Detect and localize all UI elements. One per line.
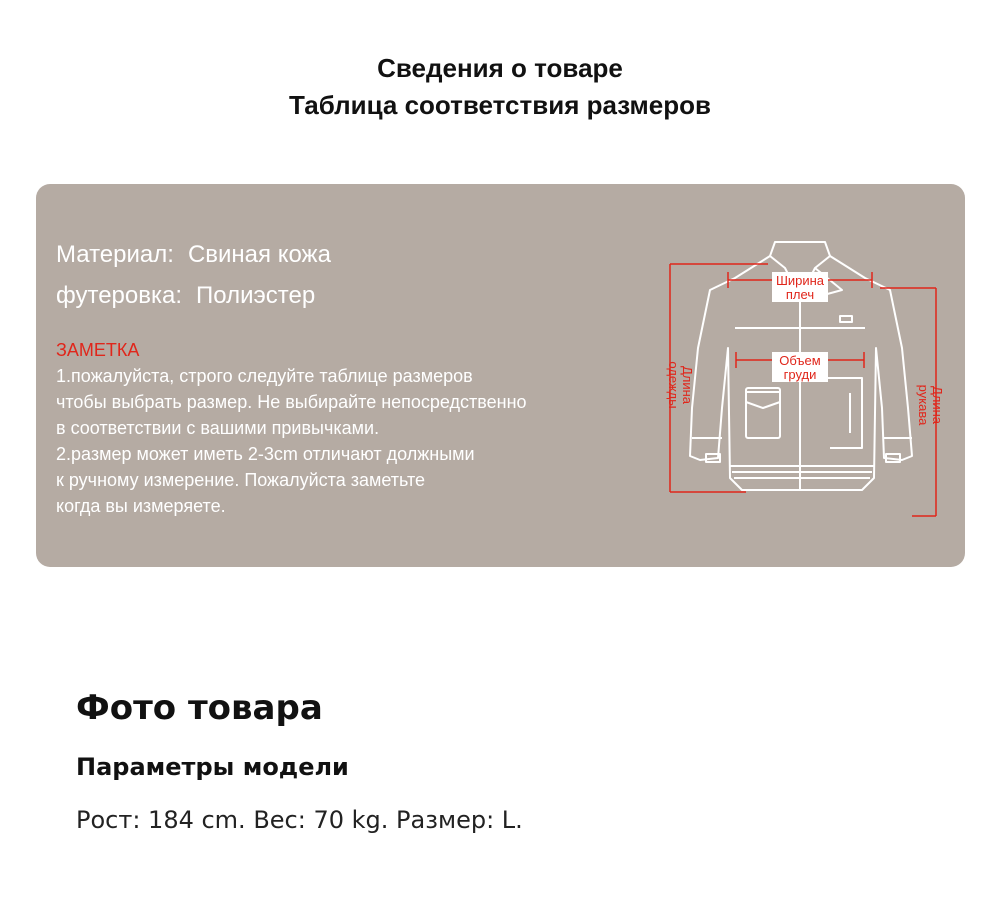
model-params-text: Рост: 184 cm. Вес: 70 kg. Размер: L. [76,806,523,834]
material-value: Свиная кожа [187,241,331,268]
header-title: Сведения о товаре [377,53,623,83]
photo-section-title: Фото товара [76,688,323,728]
note-line: чтобы выбрать размер. Не выбирайте непосредственно [56,392,527,412]
shoulder-width-label-line: плеч [785,287,815,302]
lining-label: футеровка: [56,282,183,309]
header-subtitle: Таблица соответствия размеров [289,90,711,120]
note-line: когда вы измеряете. [56,496,226,516]
shoulder-width-label [772,274,828,302]
sleeve-length-label-line: рукава [916,384,931,426]
note-line: 2.размер может иметь 2-3cm отличают должными [56,444,475,464]
shoulder-width-label-line: Ширина [775,273,825,288]
chest-label-line: Объем [779,353,821,368]
length-label-line: Длина [680,365,695,405]
material-row [56,240,331,270]
lining-row [56,281,315,311]
chest-label [772,354,828,382]
chest-label-line: груди [783,367,817,382]
note-line: 1.пожалуйста, строго следуйте таблице размеров [56,366,473,386]
note-line: в соответствии с вашими привычками. [56,418,380,438]
note-line: к ручному измерение. Пожалуйста заметьте [56,470,426,490]
sleeve-length-label-line: Длина [930,385,945,425]
sleeve-length-label [914,375,944,435]
length-label-line: одежды [666,361,681,409]
note-title: ЗАМЕТКА [56,340,140,360]
length-label [664,355,694,415]
lining-value: Полиэстер [196,282,316,309]
model-params-heading: Параметры модели [76,753,349,781]
header [0,50,1000,124]
material-label: Материал: [56,241,174,268]
